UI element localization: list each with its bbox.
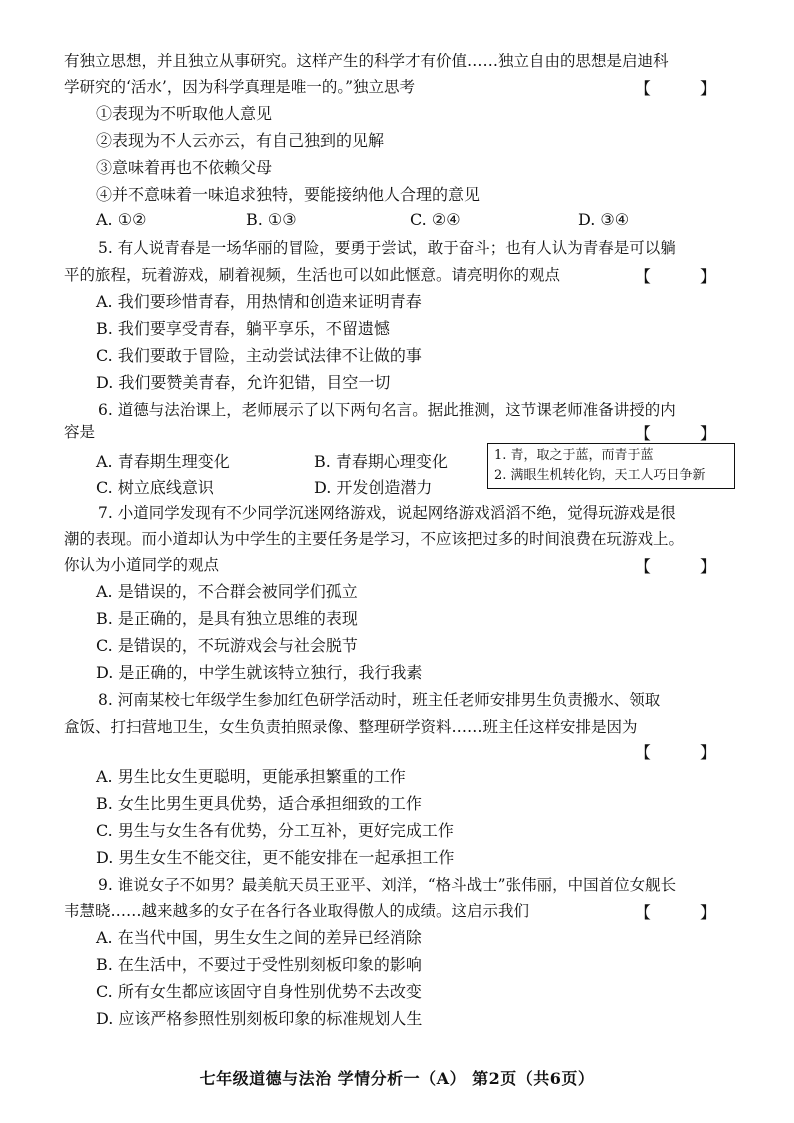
q7-stem-line-3: 你认为小道同学的观点 (64, 556, 220, 574)
q9-option-a: A. 在当代中国，男生女生之间的差异已经消除 (96, 928, 422, 947)
q9-stem-line-2: 韦慧晓……越来越多的女子在各行各业取得傲人的成绩。这启示我们 (64, 902, 530, 920)
q4-statement-1: ①表现为不听取他人意见 (96, 104, 273, 123)
page-footer: 七年级道德与法治 学情分析一（A） 第2页（共6页） (199, 1069, 595, 1088)
q6-stem-line-1: 6. 道德与法治课上，老师展示了以下两句名言。据此推测，这节课老师准备讲授的内 (98, 401, 676, 419)
q8-option-d: D. 男生女生不能交往，更不能安排在一起承担工作 (96, 848, 455, 867)
q6-stem-line-2: 容是 (64, 423, 96, 441)
q8-option-b: B. 女生比男生更具优势，适合承担细致的工作 (96, 794, 422, 813)
q4-choice-a: A. ①② (96, 210, 147, 229)
q4-choice-d: D. ③④ (578, 210, 630, 229)
q7-answer-bracket: 【 】 (634, 557, 738, 576)
q7-option-d: D. 是正确的，中学生就该特立独行，我行我素 (96, 663, 423, 682)
q5-option-a: A. 我们要珍惜青春，用热情和创造来证明青春 (96, 292, 422, 311)
q7-option-c: C. 是错误的，不玩游戏会与社会脱节 (96, 636, 358, 655)
q6-option-b: B. 青春期心理变化 (314, 452, 448, 471)
q4-stem-line-1: 有独立思想，并且独立从事研究。这样产生的科学才有价值……独立自由的思想是启迪科 (64, 52, 669, 70)
q5-stem-line-2: 平的旅程，玩着游戏，刷着视频，生活也可以如此惬意。请亮明你的观点 (64, 266, 561, 284)
q5-stem-line-1: 5. 有人说青春是一场华丽的冒险，要勇于尝试，敢于奋斗；也有人认为青春是可以躺 (98, 239, 676, 257)
q4-choice-c: C. ②④ (410, 210, 461, 229)
q5-option-c: C. 我们要敢于冒险，主动尝试法律不让做的事 (96, 346, 422, 365)
q6-option-c: C. 树立底线意识 (96, 478, 214, 497)
q4-choice-b: B. ①③ (246, 210, 297, 229)
q7-stem-line-2: 潮的表现。而小道却认为中学生的主要任务是学习，不应该把过多的时间浪费在玩游戏上。 (64, 530, 685, 548)
q8-answer-bracket: 【 】 (634, 743, 738, 762)
quote-2: 2. 满眼生机转化钧，天工人巧日争新 (494, 468, 706, 483)
q9-option-b: B. 在生活中，不要过于受性别刻板印象的影响 (96, 955, 422, 974)
q8-stem-line-1: 8. 河南某校七年级学生参加红色研学活动时，班主任老师安排男生负责搬水、领取 (98, 691, 661, 709)
q8-stem-line-2: 盒饭、打扫营地卫生，女生负责拍照录像、整理研学资料……班主任这样安排是因为 (64, 718, 638, 736)
q5-answer-bracket: 【 】 (634, 267, 738, 286)
q6-option-a: A. 青春期生理变化 (96, 452, 230, 471)
quote-1: 1. 青，取之于蓝，而青于蓝 (494, 448, 654, 463)
q9-answer-bracket: 【 】 (634, 903, 738, 922)
q4-answer-bracket: 【 】 (634, 79, 738, 98)
q6-answer-bracket: 【 】 (634, 424, 738, 443)
q6-option-d: D. 开发创造潜力 (314, 478, 433, 497)
q5-option-b: B. 我们要享受青春，躺平享乐，不留遗憾 (96, 319, 390, 338)
q9-option-d: D. 应该严格参照性别刻板印象的标准规划人生 (96, 1009, 423, 1028)
q8-option-c: C. 男生与女生各有优势，分工互补，更好完成工作 (96, 821, 454, 840)
q7-stem-line-1: 7. 小道同学发现有不少同学沉迷网络游戏，说起网络游戏滔滔不绝，觉得玩游戏是很 (98, 504, 676, 522)
q9-stem-line-1: 9. 谁说女子不如男？最美航天员王亚平、刘洋，“格斗战士”张伟丽，中国首位女舰长 (98, 876, 677, 894)
q7-option-b: B. 是正确的，是具有独立思维的表现 (96, 609, 358, 628)
q4-statement-4: ④并不意味着一味追求独特，要能接纳他人合理的意见 (96, 185, 481, 204)
q9-option-c: C. 所有女生都应该固守自身性别优势不去改变 (96, 982, 422, 1001)
q7-option-a: A. 是错误的，不合群会被同学们孤立 (96, 582, 358, 601)
q4-statement-3: ③意味着再也不依赖父母 (96, 158, 273, 177)
q5-option-d: D. 我们要赞美青春，允许犯错，目空一切 (96, 373, 391, 392)
q8-option-a: A. 男生比女生更聪明，更能承担繁重的工作 (96, 767, 406, 786)
q4-stem-line-2: 学研究的‘活水’，因为科学真理是唯一的。”独立思考 (64, 78, 416, 96)
q4-statement-2: ②表现为不人云亦云，有自己独到的见解 (96, 131, 385, 150)
quote-box (487, 443, 735, 489)
